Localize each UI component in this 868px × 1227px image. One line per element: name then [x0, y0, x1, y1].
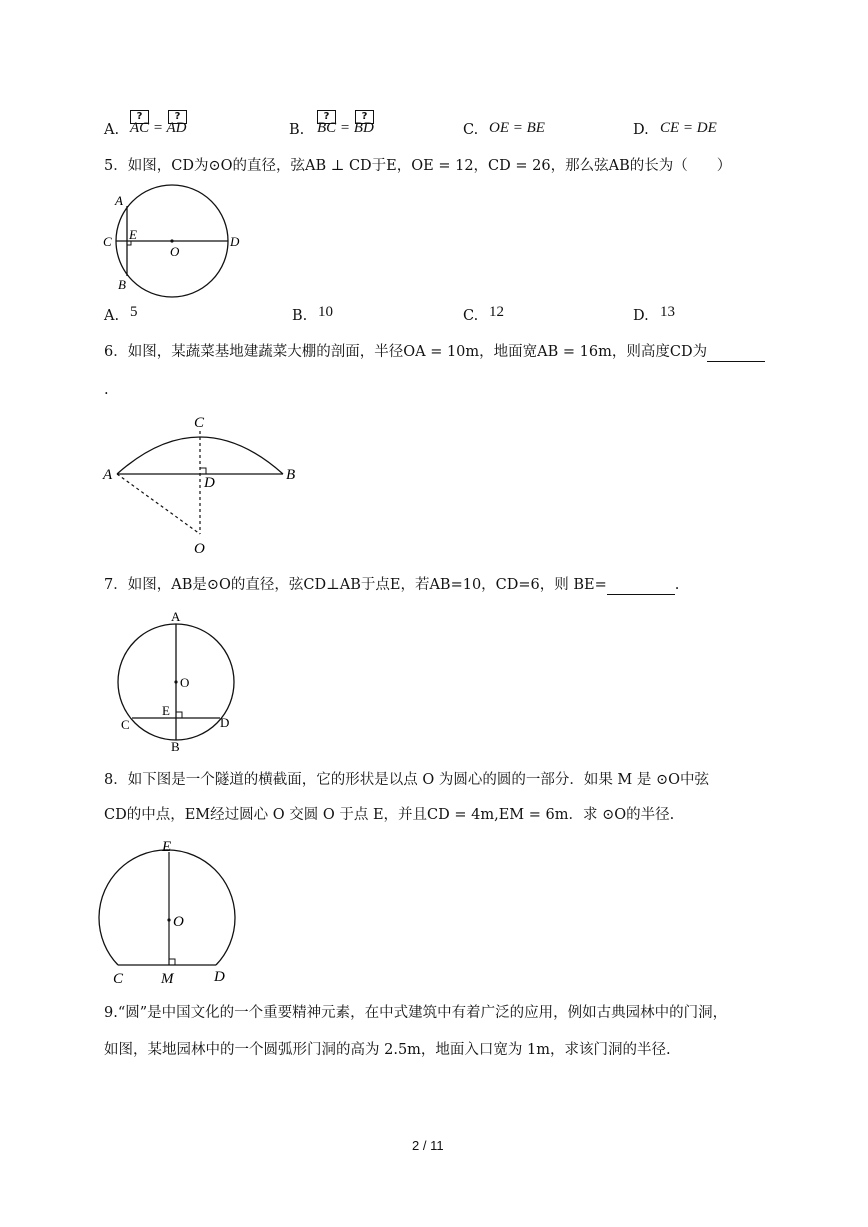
q4-option-b	[289, 108, 469, 140]
label-a: A	[103, 467, 113, 483]
q7-tail: .	[674, 577, 680, 593]
label-c: C	[113, 971, 124, 987]
option-expression: CE = DE	[660, 120, 717, 136]
label-d: D	[214, 969, 225, 985]
q6-text: 6．如图，某蔬菜基地建蔬菜大棚的剖面，半径OA = 10m，地面宽AB = 16m，则高度CD为	[104, 344, 708, 360]
label-c: C	[194, 415, 205, 431]
q8-line2: CD的中点，EM经过圆心 O 交圆 O 于点 E，并且CD = 4m,EM = 6m．求 ⊙O的半径.	[104, 807, 675, 823]
answer-blank[interactable]	[607, 578, 675, 595]
label-d: D	[204, 475, 215, 491]
q8-line1: 8．如下图是一个隧道的横截面，它的形状是以点 O 为圆心的圆的一部分．如果 M 是 ⊙O中弦	[104, 772, 710, 788]
option-letter: B.	[292, 308, 308, 324]
option-letter: C.	[463, 308, 479, 324]
option-expression: OE = BE	[489, 120, 545, 136]
label-o: O	[173, 914, 184, 930]
q6-question	[104, 342, 765, 362]
q5-options	[104, 304, 744, 328]
label-c: C	[103, 234, 112, 249]
q5-figure	[98, 182, 258, 304]
label-o: O	[180, 675, 190, 690]
label-a: A	[115, 193, 123, 208]
q8-figure	[98, 834, 248, 994]
q7-figure	[112, 606, 242, 756]
option-letter: D.	[633, 122, 649, 138]
option-letter: C.	[463, 122, 479, 138]
q4-option-d	[633, 108, 793, 140]
missing-symbol-icon: ?	[168, 110, 187, 124]
answer-blank[interactable]	[707, 345, 765, 362]
q4-options	[104, 108, 744, 140]
label-e: E	[162, 839, 172, 855]
option-letter: B.	[289, 122, 305, 138]
label-b: B	[286, 467, 296, 483]
option-value: 13	[660, 304, 675, 320]
option-expression: BC = BD	[317, 120, 374, 136]
page-number: 2 / 11	[412, 1138, 444, 1153]
q4-option-c	[463, 108, 623, 140]
option-value: 12	[489, 304, 504, 320]
label-b: B	[171, 739, 180, 754]
q9-line2: 如图，某地园林中的一个圆弧形门洞的高为 2.5m，地面入口宽为 1m，求该门洞的半径.	[104, 1042, 671, 1058]
q6-figure	[100, 410, 310, 560]
label-c: C	[121, 717, 130, 732]
missing-symbol-icon: ?	[355, 110, 374, 124]
option-letter: A.	[104, 308, 120, 324]
q7-text: 7．如图，AB是⊙O的直径，弦CD⊥AB于点E，若AB=10，CD=6，则 BE=	[104, 577, 607, 593]
label-a: A	[171, 609, 181, 624]
missing-symbol-icon: ?	[317, 110, 336, 124]
option-value: 5	[130, 304, 138, 320]
label-o: O	[170, 244, 180, 259]
label-e: E	[129, 227, 137, 242]
label-o: O	[194, 541, 205, 557]
option-expression: AC = AD	[130, 120, 187, 136]
q9-line1: 9.“圆”是中国文化的一个重要精神元素，在中式建筑中有着广泛的应用，例如古典园林中的门洞，	[104, 1005, 728, 1021]
option-value: 10	[318, 304, 333, 320]
label-m: M	[161, 971, 174, 987]
option-letter: D.	[633, 308, 649, 324]
option-letter: A.	[104, 122, 120, 138]
label-e: E	[162, 703, 170, 718]
label-b: B	[118, 277, 126, 292]
q5-question: 5．如图，CD为⊙O的直径，弦AB ⊥ CD于E，OE = 12，CD = 26，那么弦AB的长为（ ）	[104, 158, 732, 174]
missing-symbol-icon: ?	[130, 110, 149, 124]
q7-question	[104, 575, 679, 595]
q6-tail: .	[104, 382, 109, 398]
label-d: D	[230, 234, 240, 249]
label-d: D	[220, 715, 230, 730]
q4-option-a	[104, 108, 284, 140]
